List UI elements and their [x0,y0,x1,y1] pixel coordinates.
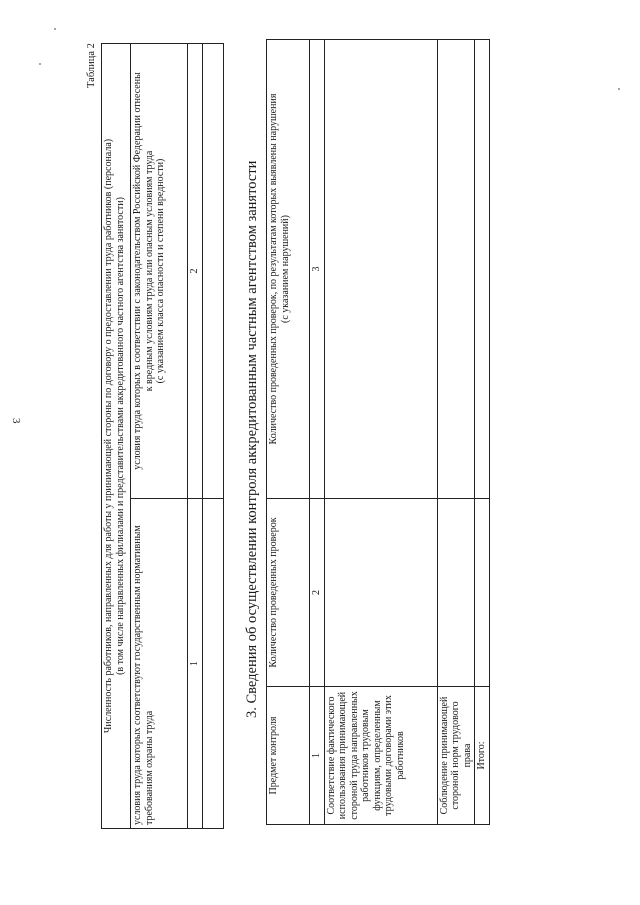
section-3-col3-line2: (с указанием нарушений) [279,215,291,323]
table-2-empty-cell [202,44,223,499]
scan-speck [618,88,620,90]
section-3-col2-number: 2 [310,499,325,687]
section-3-col1-number: 1 [310,687,325,825]
section-3-table [266,39,490,825]
table-2-col2-line1: условия труда которых в соответствии с законодательством Российской Федерации отнесены [132,72,143,470]
section-3-empty-cell [324,499,437,687]
section-3-col1-header: Предмет контроля [267,687,310,825]
scan-speck [39,63,41,65]
section-3-col2-header: Количество проведенных проверок [267,499,310,687]
section-3-empty-cell [475,40,490,499]
section-3-row-subject: Соблюдение принимающей стороной норм трудового права [437,687,475,825]
scan-speck [54,28,56,30]
table-2-empty-cell [202,499,223,829]
section-3-total-label: Итого: [475,687,490,825]
table-2-col2-number: 2 [188,44,203,499]
table-2-sub-header-text: (в том числе направленных филиалами и представительствами аккредитованного частного агентства занятости) [114,197,126,675]
table-2-col2-line3: (с указанием класса опасности и степени вредности) [155,158,166,384]
section-3-col3-line1: Количество проведенных проверок, по результатам которых выявлены нарушения [268,93,279,445]
table-2-col2-header [131,44,188,499]
page-number: 3 [10,418,22,424]
section-3-empty-cell [437,40,475,499]
section-3-empty-cell [437,499,475,687]
table-2-main-header [102,44,131,829]
table-2-label: Таблица 2 [86,43,97,88]
table-2-col1-number: 1 [188,499,203,829]
section-3-empty-cell [324,40,437,499]
section-3-row-subject: Соответствие фактического использования принимающей стороной труда направленных работников трудовым функциям, определенным трудовыми договорами этих работников [324,687,437,825]
table-2 [101,43,224,829]
section-3-title: 3. Сведения об осуществлении контроля аккредитованным частным агентством занятости [244,160,260,718]
table-2-col1-header: условия труда которых соответствуют государственным нормативным требованиям охраны труда [131,499,188,829]
table-2-col2-line2: к вредным условиям труда или опасным условиям труда [143,150,155,392]
section-3-col3-number: 3 [310,40,325,499]
table-2-main-header-text: Численность работников, направленных для работы у принимающей стороны по договору о предоставлении труда работников (персонала) [103,138,114,734]
section-3-empty-cell [475,499,490,687]
section-3-col3-header [267,40,310,499]
